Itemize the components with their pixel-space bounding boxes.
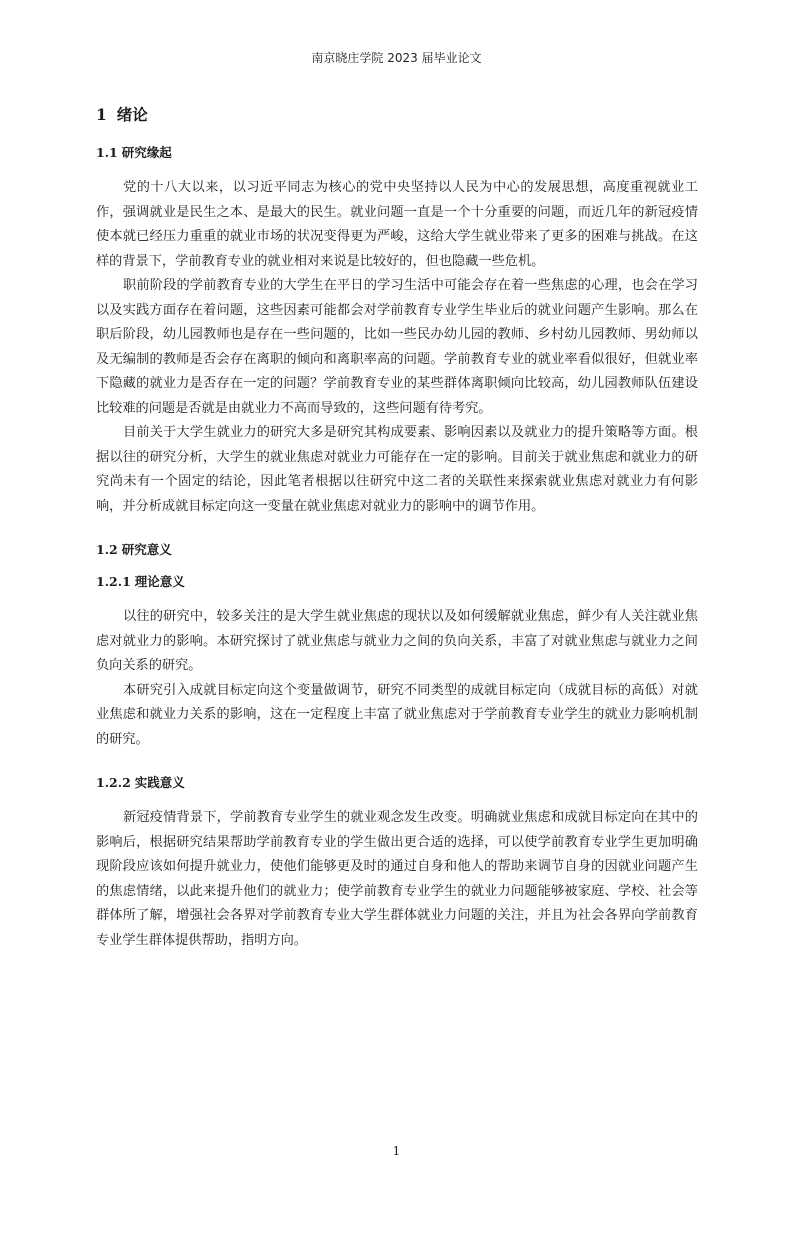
- section-title: 研究缘起: [121, 145, 172, 160]
- paragraph: 职前阶段的学前教育专业的大学生在平日的学习生活中可能会存在着一些焦虑的心理，也会在学习以及实践方面存在着问题，这些因素可能都会对学前教育专业学生毕业后的就业问题产生影响。那么在职后阶段，幼儿园教师也是存在一些问题的，比如一些民办幼儿园的教师、乡村幼儿园教师、男幼师以及无编制的教师是否会存在离职的倾向和离职率高的问题。学前教育专业的就业率看似很好，但就业率下隐藏的就业力是否存在一定的问题？学前教育专业的某些群体离职倾向比较高，幼儿园教师队伍建设比较难的问题是否就是由就业力不高而导致的，这些问题有待考究。: [96, 278, 698, 416]
- paragraph: 本研究引入成就目标定向这个变量做调节，研究不同类型的成就目标定向（成就目标的高低）对就业焦虑和就业力关系的影响，这在一定程度上丰富了就业焦虑对于学前教育专业学生的就业力影响机制的研究。: [96, 682, 698, 747]
- subsection-title: 理论意义: [134, 574, 185, 589]
- section-heading-1-1: [96, 144, 698, 162]
- document-body: [96, 104, 698, 953]
- section-number: 1.2: [96, 542, 118, 557]
- chapter-heading: [96, 104, 698, 126]
- subsection-number: 1.2.2: [96, 775, 131, 790]
- page-number: 1: [392, 1144, 401, 1158]
- subsection-title: 实践意义: [134, 775, 185, 790]
- chapter-title: 绪论: [116, 105, 148, 124]
- section-title: 研究意义: [121, 542, 172, 557]
- subsection-number: 1.2.1: [96, 574, 131, 589]
- subsection-heading-1-2-1: [96, 573, 698, 591]
- subsection-heading-1-2-2: [96, 774, 698, 792]
- chapter-number: 1: [96, 105, 107, 124]
- paragraph: 目前关于大学生就业力的研究大多是研究其构成要素、影响因素以及就业力的提升策略等方面。根据以往的研究分析，大学生的就业焦虑对就业力可能存在一定的影响。目前关于就业焦虑和就业力的研究尚未有一个固定的结论，因此笔者根据以往研究中这二者的关联性来探索就业焦虑对就业力有何影响，并分析成就目标定向这一变量在就业焦虑对就业力的影响中的调节作用。: [96, 425, 698, 514]
- paragraph: 以往的研究中，较多关注的是大学生就业焦虑的现状以及如何缓解就业焦虑，鲜少有人关注就业焦虑对就业力的影响。本研究探讨了就业焦虑与就业力之间的负向关系，丰富了对就业焦虑与就业力之间负向关系的研究。: [96, 609, 698, 673]
- running-header: 南京晓庄学院 2023 届毕业论文: [311, 51, 482, 65]
- paragraph: 党的十八大以来，以习近平同志为核心的党中央坚持以人民为中心的发展思想，高度重视就业工作，强调就业是民生之本、是最大的民生。就业问题一直是一个十分重要的问题，而近几年的新冠疫情使本就已经压力重重的就业市场的状况变得更为严峻，这给大学生就业带来了更多的困难与挑战。在这样的背景下，学前教育专业的就业相对来说是比较好的，但也隐藏一些危机。: [96, 180, 698, 269]
- paragraph: 新冠疫情背景下，学前教育专业学生的就业观念发生改变。明确就业焦虑和成就目标定向在其中的影响后，根据研究结果帮助学前教育专业的学生做出更合适的选择，可以使学前教育专业学生更加明确现阶段应该如何提升就业力，使他们能够更及时的通过自身和他人的帮助来调节自身的因就业问题产生的焦虑情绪，以此来提升他们的就业力；使学前教育专业学生的就业力问题能够被家庭、学校、社会等群体所了解，增强社会各界对学前教育专业大学生群体就业力问题的关注，并且为社会各界向学前教育专业学生群体提供帮助，指明方向。: [96, 810, 698, 948]
- section-heading-1-2: [96, 541, 698, 559]
- section-number: 1.1: [96, 145, 118, 160]
